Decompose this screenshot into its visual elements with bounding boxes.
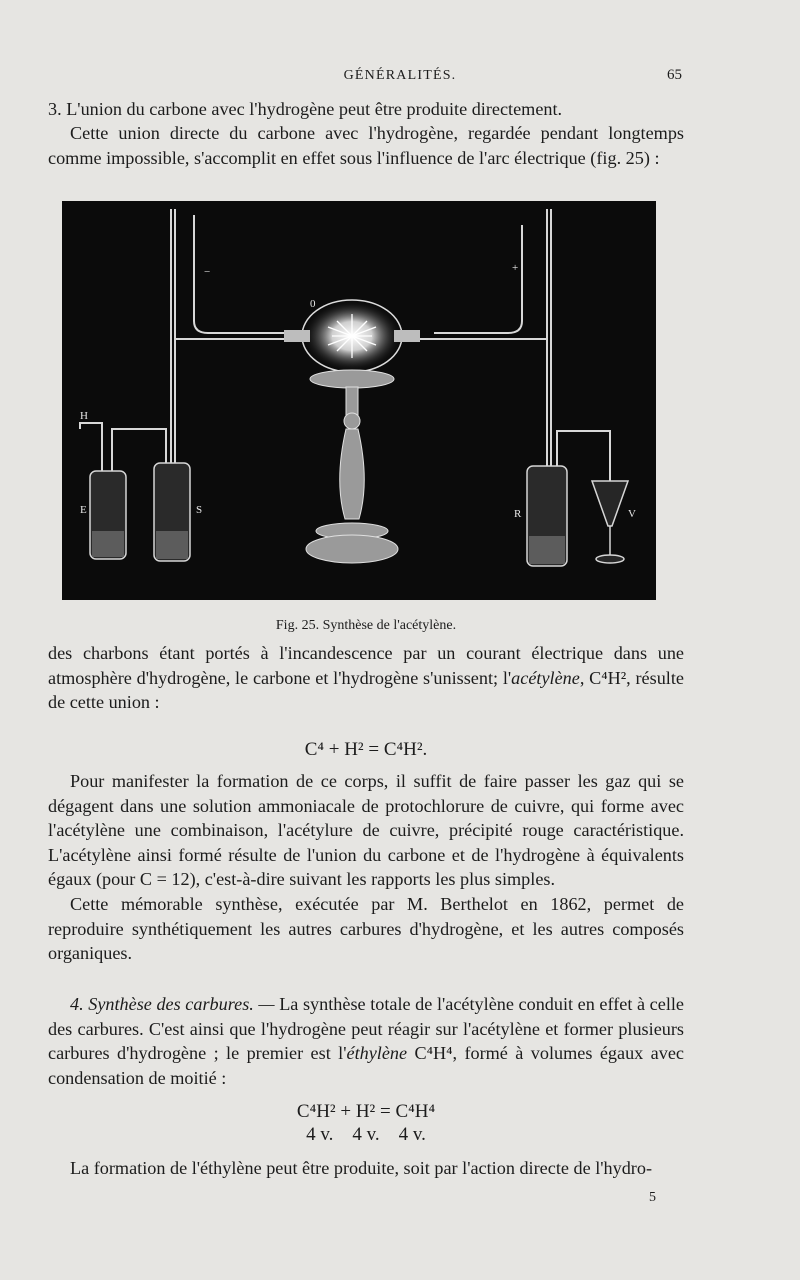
section-4-text-b: C⁴H⁴, formé à volumes égaux avec condensation de moitié :	[48, 1043, 684, 1088]
section-3-body: Cette union directe du carbone avec l'hydrogène, regardée pendant longtemps comme impossible, s'accomplit en effet sous l'influence de l'arc électrique (fig. 25) :	[48, 123, 684, 168]
figure-caption: Fig. 25. Synthèse de l'acétylène.	[275, 618, 457, 633]
formula-ethylene-volumes: 4 v. 4 v. 4 v.	[306, 1124, 426, 1145]
label-e: E	[80, 504, 87, 516]
running-head: GÉNÉRALITÉS.	[343, 68, 457, 83]
section-4-text-a: La synthèse totale de l'acétylène conduit en effet à celle des carbures. C'est ainsi que l'hydrogène peut réagir sur l'acétylène et former plusieurs carbures d'hydrogène ; le premier est l'	[48, 994, 684, 1063]
section-4-paragraph	[48, 992, 684, 1090]
label-minus: −	[204, 266, 211, 278]
signature-mark: 5	[649, 1190, 656, 1205]
paragraph-ethylene-formation: La formation de l'éthylène peut être produite, soit par l'action directe de l'hydro-	[70, 1158, 653, 1178]
formula-acetylene: C⁴ + H² = C⁴H².	[304, 739, 428, 760]
label-o: 0	[310, 298, 316, 310]
label-s: S	[196, 504, 203, 516]
term-acetylene: acétylène	[511, 667, 580, 688]
paragraph-acetylene	[48, 641, 684, 715]
section-3-heading: 3. L'union du carbone avec l'hydrogène peut être produite directement.	[48, 99, 563, 119]
term-ethylene: éthylène	[346, 1043, 408, 1063]
formula-ethylene: C⁴H² + H² = C⁴H⁴	[296, 1101, 436, 1122]
paragraph-berthelot: Cette mémorable synthèse, exécutée par M. Berthelot en 1862, permet de reproduire synthétiquement les autres carbures d'hydrogène, et les autres composés organiques.	[48, 894, 684, 963]
paragraph-copper-test: Pour manifester la formation de ce corps, il suffit de faire passer les gaz qui se dégagent dans une solution ammoniacale de protochlorure de cuivre, qui forme avec l'acétylène une combinaison, l'acétylure de cuivre, précipité rouge caractéristique. L'acétylène ainsi formé résulte de l'union du carbone et de l'hydrogène à équivalents égaux (pour C = 12), c'est-à-dire suivant les rapports les plus simples.	[48, 771, 684, 889]
paragraph-acetylene-a: des charbons étant portés à l'incandescence par un courant électrique dans une atmosphère d'hydrogène, le carbone et l'hydrogène s'unissent; l'	[48, 643, 684, 688]
apparatus-engraving	[62, 201, 656, 600]
label-r: R	[514, 508, 522, 520]
paragraph-acetylene-b: , C⁴H², résulte de cette union :	[48, 667, 684, 712]
page-header	[0, 66, 800, 90]
label-v: V	[628, 508, 636, 520]
label-plus: +	[512, 262, 519, 274]
figure-acetylene-apparatus	[62, 201, 656, 600]
label-h: H	[80, 410, 88, 422]
section-4-heading: 4. Synthèse des carbures. —	[70, 994, 275, 1014]
page-number: 65	[667, 67, 682, 83]
